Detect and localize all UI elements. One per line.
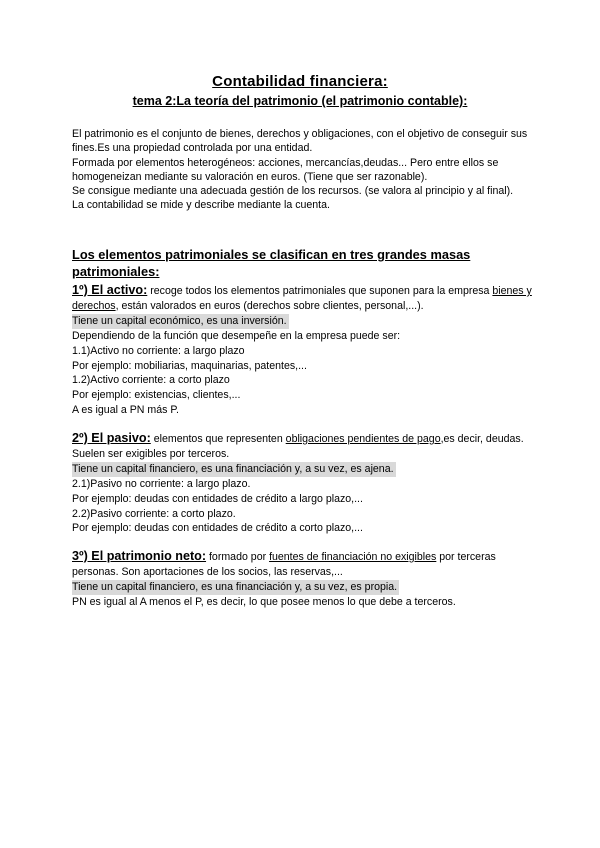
activo-highlight: Tiene un capital económico, es una inversión.	[72, 314, 287, 327]
pasivo-line-4: Por ejemplo: deudas con entidades de crédito a corto plazo,...	[72, 522, 363, 535]
pasivo-title: 2º) El pasivo:	[72, 431, 151, 445]
activo-description	[72, 283, 542, 314]
pasivo-desc-a: elementos que representen	[150, 433, 286, 445]
neto-title: 3º) El patrimonio neto:	[72, 549, 207, 563]
neto-description	[72, 549, 542, 580]
intro-paragraph-4: La contabilidad se mide y describe mediante la cuenta.	[72, 199, 330, 212]
pasivo-desc-b: ,es decir, deudas. Suelen ser exigibles por terceros.	[72, 433, 524, 460]
masses-heading: Los elementos patrimoniales se clasifican en tres grandes masas patrimoniales:	[72, 247, 471, 279]
activo-title: 1º) El activo:	[72, 283, 148, 297]
activo-desc-b: , están valorados en euros (derechos sobre clientes, personal,...).	[115, 299, 424, 312]
neto-highlight: Tiene un capital financiero, es una financiación y, a su vez, es propia.	[72, 580, 398, 593]
section-activo	[72, 283, 542, 418]
pasivo-description	[72, 431, 542, 462]
section-patrimonio-neto	[72, 549, 542, 610]
activo-line-4: 1.2)Activo corriente: a corto plazo	[72, 374, 230, 387]
activo-line-2: 1.1)Activo no corriente: a largo plazo	[72, 344, 245, 357]
intro-paragraph-1: El patrimonio es el conjunto de bienes, derechos y obligaciones, con el objetivo de conseguir sus fines.Es una propiedad controlada por una entidad.	[72, 128, 528, 155]
neto-desc-underlined: fuentes de financiación no exigibles	[269, 551, 437, 563]
activo-line-1: Dependiendo de la función que desempeñe en la empresa puede ser:	[72, 329, 401, 342]
activo-line-6: A es igual a PN más P.	[72, 404, 179, 417]
intro-paragraph-3: Se consigue mediante una adecuada gestión de los recursos. (se valora al principio y al final).	[72, 185, 514, 198]
document-title: Contabilidad financiera:	[212, 73, 388, 90]
neto-line-1: PN es igual al A menos el P, es decir, lo que posee menos lo que debe a terceros.	[72, 595, 456, 608]
pasivo-highlight: Tiene un capital financiero, es una financiación y, a su vez, es ajena.	[72, 462, 394, 475]
activo-desc-a: recoge todos los elementos patrimoniales que suponen para la empresa	[147, 285, 493, 297]
activo-line-5: Por ejemplo: existencias, clientes,...	[72, 389, 241, 402]
neto-desc-a: formado por	[206, 551, 270, 563]
intro-block	[72, 127, 532, 213]
section-pasivo	[72, 431, 542, 536]
activo-line-3: Por ejemplo: mobiliarias, maquinarias, patentes,...	[72, 359, 307, 372]
intro-paragraph-2: Formada por elementos heterogéneos: acciones, mercancías,deudas... Pero entre ellos se homogeneizan mediante su valoración en euros. (Tiene que ser razonable).	[72, 156, 499, 183]
pasivo-line-2: Por ejemplo: deudas con entidades de crédito a largo plazo,...	[72, 492, 363, 505]
neto-desc-b: por terceras personas. Son aportaciones de los socios, las reservas,...	[72, 551, 496, 578]
activo-desc-underlined: bienes y derechos	[72, 285, 532, 312]
document-subtitle: tema 2:La teoría del patrimonio (el patrimonio contable):	[132, 94, 468, 108]
pasivo-line-1: 2.1)Pasivo no corriente: a largo plazo.	[72, 477, 251, 490]
pasivo-desc-underlined: obligaciones pendientes de pago	[285, 433, 441, 445]
pasivo-line-3: 2.2)Pasivo corriente: a corto plazo.	[72, 507, 236, 520]
